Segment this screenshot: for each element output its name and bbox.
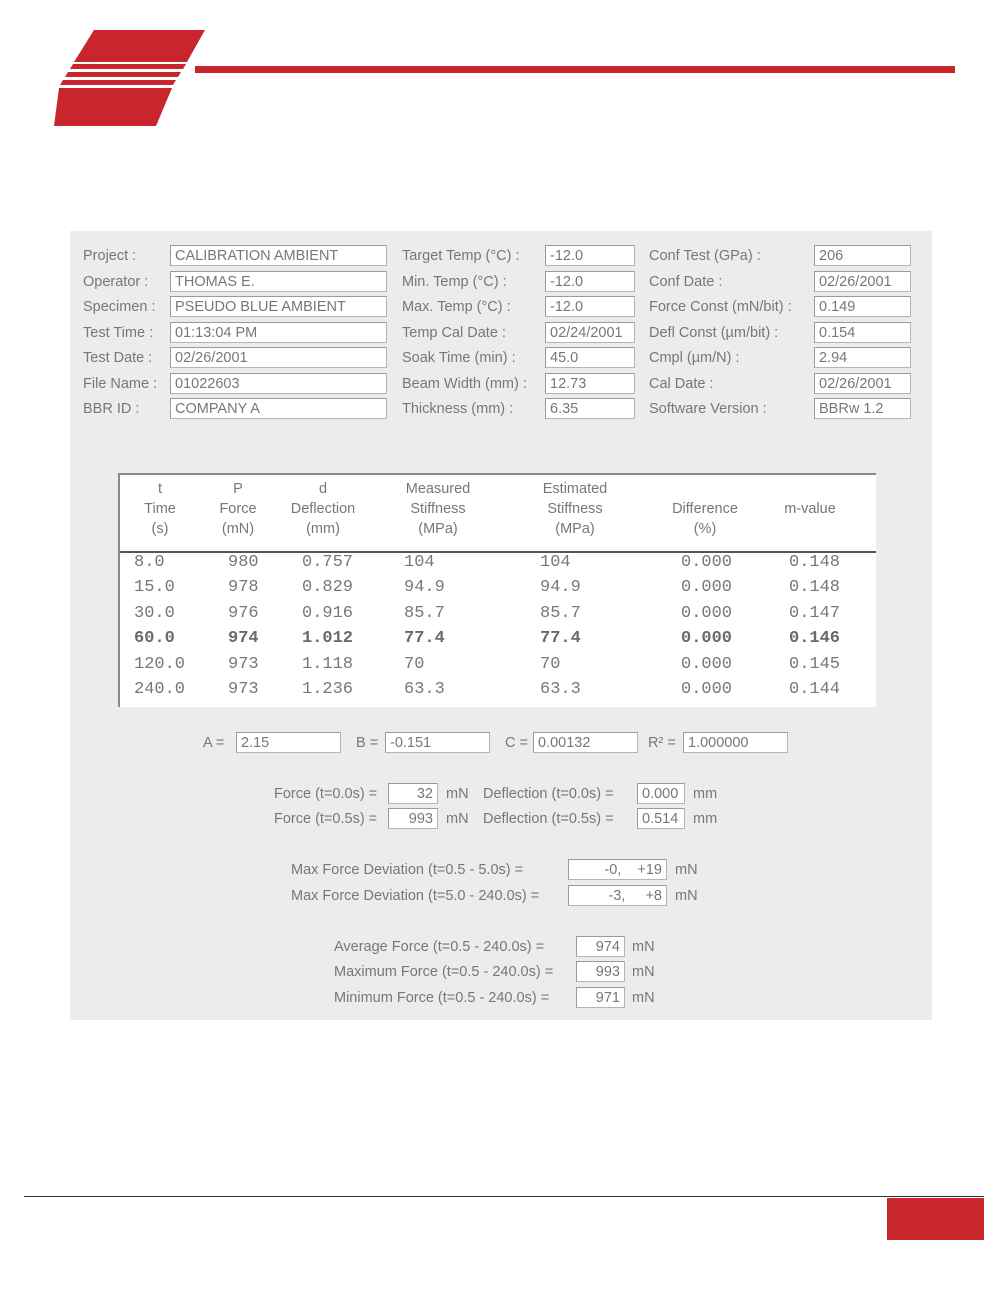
- project-field[interactable]: CALIBRATION AMBIENT: [170, 245, 387, 266]
- coef-b-label: B =: [356, 735, 379, 751]
- table-cell: 0.916: [302, 603, 354, 623]
- table-cell: 978: [228, 578, 259, 598]
- soak-time-field[interactable]: 45.0: [545, 347, 635, 368]
- test-time-field[interactable]: 01:13:04 PM: [170, 322, 387, 343]
- table-cell: 104: [540, 553, 571, 572]
- coef-a-field[interactable]: 2.15: [236, 732, 341, 753]
- temp-cal-date-label: Temp Cal Date :: [402, 325, 506, 341]
- col-header-measured-stiffness: Measured Stiffness (MPa): [405, 481, 471, 537]
- beam-width-field[interactable]: 12.73: [545, 373, 635, 394]
- min-temp-label: Min. Temp (°C) :: [402, 274, 507, 290]
- deviation-late-field[interactable]: -3, +8: [568, 885, 667, 906]
- project-label: Project :: [83, 248, 137, 264]
- footer-accent-block: [887, 1198, 984, 1240]
- table-cell: 85.7: [540, 603, 581, 623]
- table-cell: 0.144: [789, 680, 841, 699]
- coef-c-label: C =: [505, 735, 528, 751]
- deflection-0s-label: Deflection (t=0.0s) =: [483, 786, 614, 802]
- file-name-field[interactable]: 01022603: [170, 373, 387, 394]
- thickness-field[interactable]: 6.35: [545, 398, 635, 419]
- deflection-0s-unit: mm: [693, 786, 718, 802]
- specimen-field[interactable]: PSEUDO BLUE AMBIENT: [170, 296, 387, 317]
- conf-test-field[interactable]: 206: [814, 245, 911, 266]
- cmpl-label: Cmpl (µm/N) :: [649, 350, 740, 366]
- deflection-05s-label: Deflection (t=0.5s) =: [483, 811, 614, 827]
- force-0s-field[interactable]: 32: [388, 783, 438, 804]
- company-logo-icon: [50, 28, 210, 128]
- software-version-field[interactable]: BBRw 1.2: [814, 398, 911, 419]
- specimen-label: Specimen :: [83, 299, 156, 315]
- minimum-force-unit: mN: [632, 990, 655, 1006]
- target-temp-label: Target Temp (°C) :: [402, 248, 520, 264]
- bbr-id-field[interactable]: COMPANY A: [170, 398, 387, 419]
- r-squared-field[interactable]: 1.000000: [683, 732, 788, 753]
- average-force-unit: mN: [632, 939, 655, 955]
- force-const-field[interactable]: 0.149: [814, 296, 911, 317]
- table-cell: 120.0: [134, 654, 186, 674]
- table-cell: 0.148: [789, 553, 841, 572]
- table-cell: 77.4: [540, 629, 581, 649]
- min-temp-field[interactable]: -12.0: [545, 271, 635, 292]
- defl-const-field[interactable]: 0.154: [814, 322, 911, 343]
- table-cell: 0.000: [681, 629, 733, 649]
- table-cell: 0.000: [681, 680, 733, 699]
- table-cell: 980: [228, 553, 259, 572]
- soak-time-label: Soak Time (min) :: [402, 350, 516, 366]
- test-time-label: Test Time :: [83, 325, 154, 341]
- temp-cal-date-field[interactable]: 02/24/2001: [545, 322, 635, 343]
- table-cell: 0.146: [789, 629, 841, 649]
- table-cell: 0.148: [789, 578, 841, 598]
- table-cell: 70: [404, 654, 425, 674]
- table-cell: 70: [540, 654, 561, 674]
- table-cell: 104: [404, 553, 435, 572]
- table-cell: 976: [228, 603, 259, 623]
- table-cell: 63.3: [404, 680, 445, 699]
- cal-date-field[interactable]: 02/26/2001: [814, 373, 911, 394]
- table-cell: 94.9: [540, 578, 581, 598]
- cal-date-label: Cal Date :: [649, 376, 714, 392]
- thickness-label: Thickness (mm) :: [402, 401, 514, 417]
- beam-width-label: Beam Width (mm) :: [402, 376, 527, 392]
- bbr-id-label: BBR ID :: [83, 401, 140, 417]
- conf-date-field[interactable]: 02/26/2001: [814, 271, 911, 292]
- table-cell: 1.118: [302, 654, 354, 674]
- table-cell: 1.012: [302, 629, 354, 649]
- average-force-field[interactable]: 974: [576, 936, 625, 957]
- software-version-label: Software Version :: [649, 401, 767, 417]
- deviation-late-unit: mN: [675, 888, 698, 904]
- table-cell: 0.000: [681, 603, 733, 623]
- table-cell: 1.236: [302, 680, 354, 699]
- table-cell: 94.9: [404, 578, 445, 598]
- deviation-early-label: Max Force Deviation (t=0.5 - 5.0s) =: [291, 862, 524, 878]
- maximum-force-label: Maximum Force (t=0.5 - 240.0s) =: [334, 964, 554, 980]
- table-cell: 77.4: [404, 629, 445, 649]
- table-cell: 0.000: [681, 553, 733, 572]
- table-cell: 0.145: [789, 654, 841, 674]
- table-cell: 8.0: [134, 553, 165, 572]
- deviation-late-label: Max Force Deviation (t=5.0 - 240.0s) =: [291, 888, 540, 904]
- table-cell: 0.000: [681, 654, 733, 674]
- table-cell: 974: [228, 629, 259, 649]
- defl-const-label: Defl Const (µm/bit) :: [649, 325, 779, 341]
- file-name-label: File Name :: [83, 376, 158, 392]
- deflection-0s-field[interactable]: 0.000: [637, 783, 685, 804]
- cmpl-field[interactable]: 2.94: [814, 347, 911, 368]
- max-temp-field[interactable]: -12.0: [545, 296, 635, 317]
- maximum-force-field[interactable]: 993: [576, 961, 625, 982]
- target-temp-field[interactable]: -12.0: [545, 245, 635, 266]
- table-cell: 240.0: [134, 680, 186, 699]
- footer-rule: [24, 1196, 984, 1197]
- force-0s-label: Force (t=0.0s) =: [274, 786, 378, 802]
- minimum-force-field[interactable]: 971: [576, 987, 625, 1008]
- col-header-time: t Time (s): [144, 481, 176, 537]
- table-cell: 60.0: [134, 629, 175, 649]
- col-header-deflection: d Deflection (mm): [290, 481, 356, 537]
- col-header-estimated-stiffness: Estimated Stiffness (MPa): [542, 481, 608, 537]
- coef-b-field[interactable]: -0.151: [385, 732, 490, 753]
- col-header-m-value: m-value: [784, 501, 836, 517]
- col-header-force: P Force (mN): [219, 481, 257, 537]
- table-cell: 0.147: [789, 603, 841, 623]
- table-cell: 0.000: [681, 578, 733, 598]
- conf-date-label: Conf Date :: [649, 274, 723, 290]
- force-05s-unit: mN: [446, 811, 469, 827]
- header-rule: [195, 66, 955, 73]
- coef-c-field[interactable]: 0.00132: [533, 732, 638, 753]
- conf-test-label: Conf Test (GPa) :: [649, 248, 761, 264]
- max-temp-label: Max. Temp (°C) :: [402, 299, 511, 315]
- table-cell: 973: [228, 680, 259, 699]
- deflection-05s-unit: mm: [693, 811, 718, 827]
- table-cell: 30.0: [134, 603, 175, 623]
- results-table-header: [120, 475, 876, 553]
- table-cell: 85.7: [404, 603, 445, 623]
- table-cell: 0.829: [302, 578, 354, 598]
- force-0s-unit: mN: [446, 786, 469, 802]
- force-05s-field[interactable]: 993: [388, 808, 438, 829]
- col-header-difference: Difference (%): [672, 501, 738, 537]
- test-date-field[interactable]: 02/26/2001: [170, 347, 387, 368]
- table-cell: 973: [228, 654, 259, 674]
- deflection-05s-field[interactable]: 0.514: [637, 808, 685, 829]
- minimum-force-label: Minimum Force (t=0.5 - 240.0s) =: [334, 990, 550, 1006]
- table-cell: 63.3: [540, 680, 581, 699]
- average-force-label: Average Force (t=0.5 - 240.0s) =: [334, 939, 545, 955]
- table-cell: 0.757: [302, 553, 354, 572]
- deviation-early-field[interactable]: -0, +19: [568, 859, 667, 880]
- force-05s-label: Force (t=0.5s) =: [274, 811, 378, 827]
- r-squared-label: R² =: [648, 735, 676, 751]
- maximum-force-unit: mN: [632, 964, 655, 980]
- deviation-early-unit: mN: [675, 862, 698, 878]
- coef-a-label: A =: [203, 735, 225, 751]
- operator-field[interactable]: THOMAS E.: [170, 271, 387, 292]
- test-date-label: Test Date :: [83, 350, 153, 366]
- table-cell: 15.0: [134, 578, 175, 598]
- results-table: [118, 473, 876, 707]
- force-const-label: Force Const (mN/bit) :: [649, 299, 792, 315]
- operator-label: Operator :: [83, 274, 149, 290]
